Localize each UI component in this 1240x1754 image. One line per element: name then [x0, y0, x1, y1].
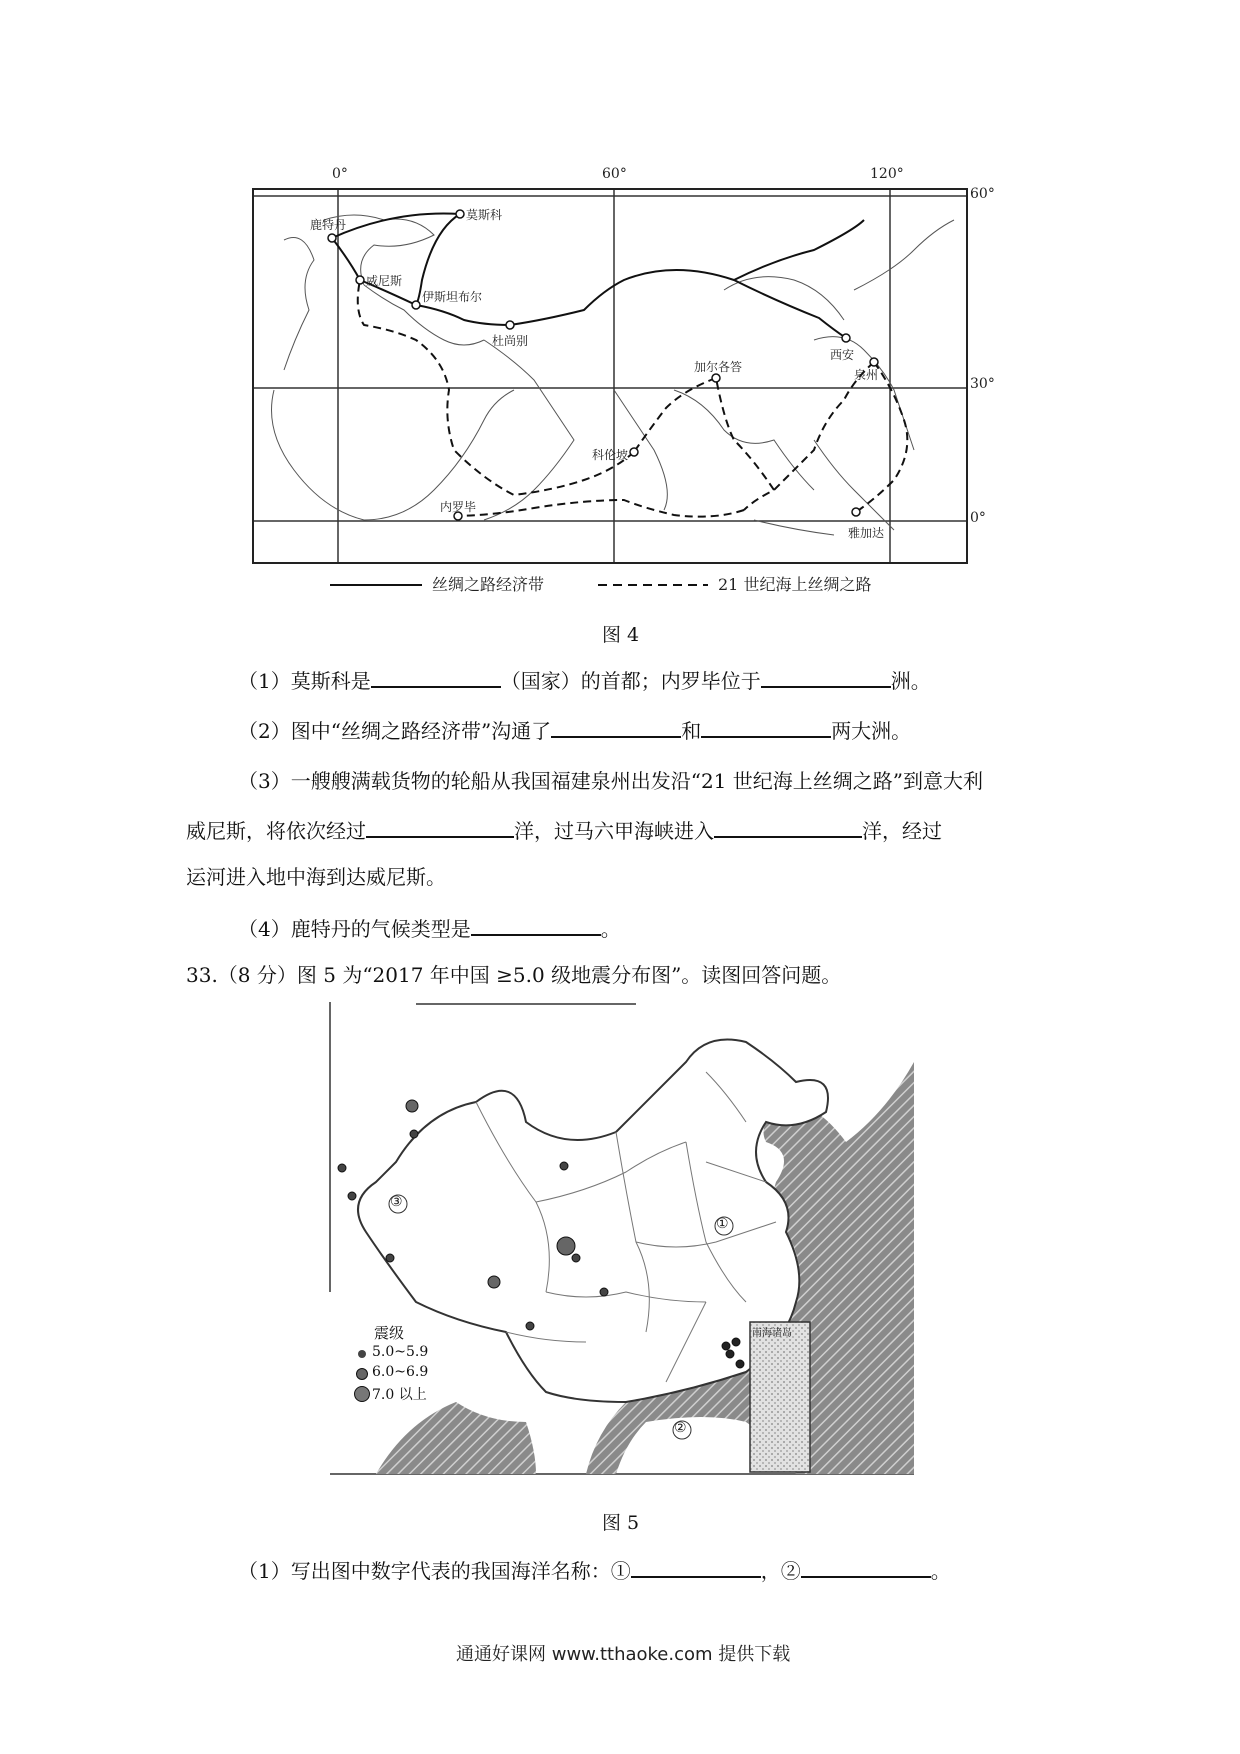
quake-5-hubei [600, 1288, 608, 1296]
quake-5-taiwan-d [736, 1360, 744, 1368]
lat-label-60: 60° [970, 186, 995, 202]
legend-dot-large-icon [354, 1386, 370, 1402]
city-label-istanbul: 伊斯坦布尔 [422, 290, 483, 304]
legend-item-3: 7.0 以上 [372, 1387, 427, 1403]
quake-5-xinjiang-west [338, 1164, 346, 1172]
q2-text-c: 两大洲。 [831, 719, 912, 743]
question-3-line-2 [186, 814, 942, 846]
lon-label-120: 120° [870, 166, 904, 182]
quake-5-taiwan-b [732, 1338, 740, 1346]
figure5-caption: 图 5 [602, 1512, 640, 1534]
q3-text-b: 洋，过马六甲海峡进入 [514, 819, 714, 843]
legend-road-label: 21 世纪海上丝绸之路 [718, 575, 872, 594]
q1-blank-continent[interactable] [761, 664, 891, 688]
question-3-line-1 [238, 766, 983, 796]
legend-solid-line-icon [330, 580, 422, 590]
legend-dot-small-icon [358, 1350, 366, 1358]
q3-line-1: （3）一艘艘满载货物的轮船从我国福建泉州出发沿“21 世纪海上丝绸之路”到意大利 [238, 769, 983, 793]
q33-1-text-a: （1）写出图中数字代表的我国海洋名称：① [238, 1559, 631, 1583]
sea-label-2: ② [674, 1420, 687, 1436]
lon-label-0: 0° [332, 166, 348, 182]
q1-blank-country[interactable] [371, 664, 501, 688]
city-label-venice: 威尼斯 [366, 274, 403, 288]
question-33-header [186, 960, 841, 990]
q2-blank-continent-1[interactable] [551, 714, 681, 738]
legend-title: 震级 [374, 1324, 405, 1342]
city-dot-jakarta [852, 508, 860, 516]
question-1 [238, 664, 931, 696]
quake-5-qinghai [560, 1162, 568, 1170]
legend-dot-medium-icon [356, 1368, 368, 1380]
q1-text-a: （1）莫斯科是 [238, 669, 371, 693]
sea-label-1: ① [716, 1216, 729, 1232]
lat-label-30: 30° [970, 376, 995, 392]
q33-1-text-c: 。 [930, 1559, 951, 1583]
city-label-kolkata: 加尔各答 [694, 360, 743, 374]
q2-text-a: （2）图中“丝绸之路经济带”沟通了 [238, 719, 552, 743]
city-dot-kolkata [712, 374, 720, 382]
quake-5-xinjiang-a [410, 1130, 418, 1138]
legend-item-2: 6.0~6.9 [372, 1364, 429, 1380]
magnitude-legend [352, 1322, 462, 1402]
city-label-xian: 西安 [830, 348, 855, 362]
q4-blank-climate[interactable] [471, 912, 601, 936]
city-dot-dushanbe [506, 321, 514, 329]
figure4-map [252, 188, 968, 564]
question-3-line-3 [186, 862, 446, 892]
q33-1-blank-sea-1[interactable] [631, 1554, 761, 1578]
city-label-nairobi: 内罗毕 [440, 500, 477, 514]
quake-6-xinjiang-north [406, 1100, 418, 1112]
q3-blank-ocean-1[interactable] [366, 814, 514, 838]
quake-5-xinjiang-west-b [348, 1192, 356, 1200]
q2-text-b: 和 [681, 719, 702, 743]
q33-1-blank-sea-2[interactable] [801, 1554, 931, 1578]
q2-blank-continent-2[interactable] [701, 714, 831, 738]
lon-label-60: 60° [602, 166, 627, 182]
q3-line-3: 运河进入地中海到达威尼斯。 [186, 865, 446, 889]
city-label-jakarta: 雅加达 [848, 526, 885, 540]
lat-label-0: 0° [970, 510, 986, 526]
q33-text: 33.（8 分）图 5 为“2017 年中国 ≥5.0 级地震分布图”。读图回答问题。 [186, 963, 842, 987]
china-earthquake-map-graphic [326, 1002, 914, 1478]
q33-1-text-b: ，② [760, 1559, 801, 1583]
q3-blank-ocean-2[interactable] [714, 814, 862, 838]
legend-dashed-line-icon [598, 580, 708, 590]
q1-text-c: 洲。 [890, 669, 931, 693]
q3-text-a: 威尼斯，将依次经过 [186, 819, 366, 843]
q4-text-a: （4）鹿特丹的气候类型是 [238, 917, 471, 941]
figure4-caption: 图 4 [602, 624, 640, 646]
city-dot-rotterdam [328, 234, 336, 242]
question-2 [238, 714, 911, 746]
city-label-rotterdam: 鹿特丹 [310, 218, 347, 232]
figure4-legend [330, 572, 950, 598]
q4-text-b: 。 [600, 917, 621, 941]
city-label-colombo: 科伦坡 [592, 448, 629, 462]
city-dot-moscow [456, 210, 464, 218]
city-dot-istanbul [412, 301, 420, 309]
city-label-quanzhou: 泉州 [854, 368, 879, 382]
quake-5-tibet [386, 1254, 394, 1262]
city-label-moscow: 莫斯科 [466, 208, 503, 222]
legend-item-1: 5.0~5.9 [372, 1344, 429, 1360]
city-dot-venice [356, 276, 364, 284]
quake-5-taiwan-c [726, 1350, 734, 1358]
quake-7-sichuan [557, 1237, 575, 1255]
city-dot-colombo [630, 448, 638, 456]
quake-5-taiwan-a [722, 1342, 730, 1350]
city-label-dushanbe: 杜尚别 [492, 334, 529, 348]
page-footer: 通通好课网 www.tthaoke.com 提供下载 [456, 1644, 791, 1665]
city-dot-xian [842, 334, 850, 342]
q1-text-b: （国家）的首都；内罗毕位于 [500, 669, 761, 693]
question-33-1 [238, 1554, 951, 1586]
quake-5-sichuan-b [572, 1254, 580, 1262]
quake-6-tibet-east [488, 1276, 500, 1288]
region-label-3: ③ [390, 1194, 403, 1210]
inset-label: 南海诸岛 [752, 1328, 792, 1339]
quake-5-yunnan [526, 1322, 534, 1330]
q3-text-c: 洋，经过 [862, 819, 942, 843]
city-dot-quanzhou [870, 358, 878, 366]
question-4 [238, 912, 621, 944]
legend-belt-label: 丝绸之路经济带 [432, 575, 545, 594]
figure5-map [326, 1002, 914, 1478]
